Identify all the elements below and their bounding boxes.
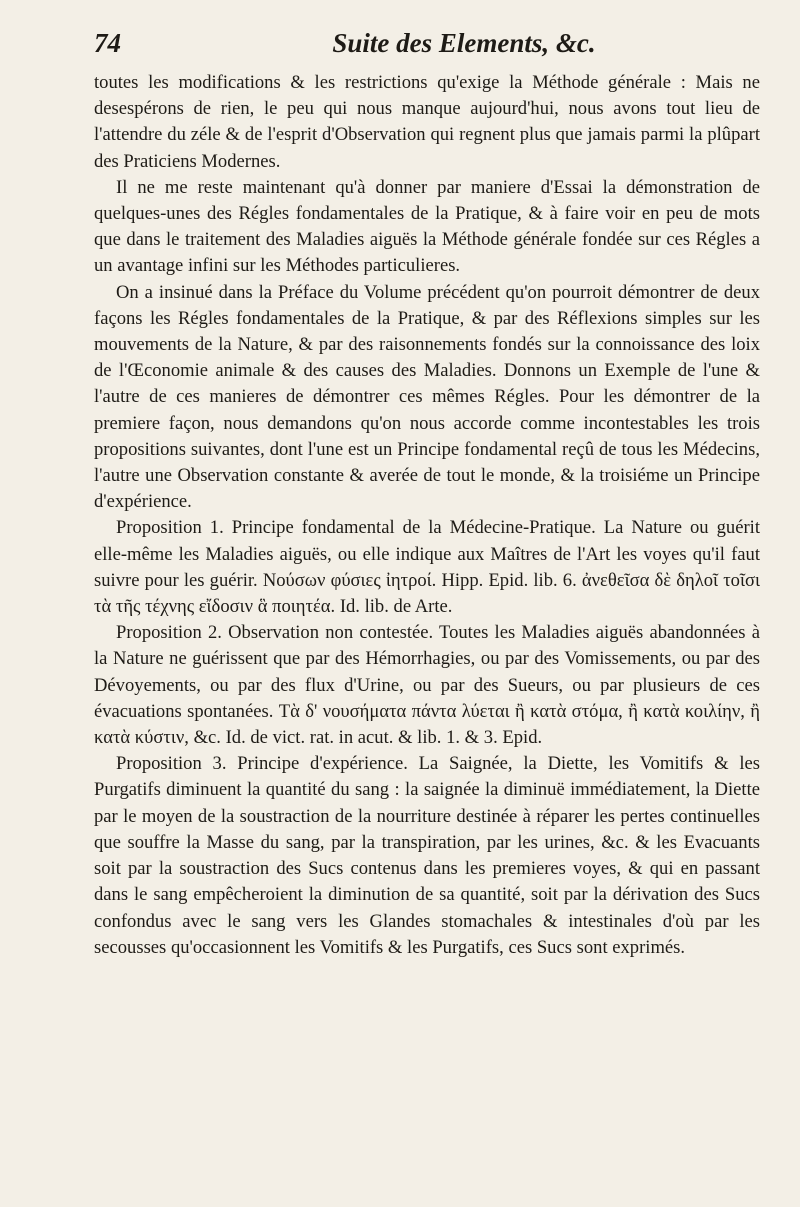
proposition-3: Proposition 3. Principe d'expérience. La Saignée, la Diette, les Vomitifs & les Purgatifs diminuent la quantité du sang : la saignée la diminuë immédiatement, la Diette par le moyen de la soustraction de la nourriture destinée à réparer les pertes continuelles que souffre la Masse du sang, par la transpiration, par les urines, &c. & les Evacuants soit par la soustraction des Sucs contenus dans les premieres voyes, & qui en passant dans le sang empêcheroient la diminution de sa quantité, soit par la dérivation des Sucs confondus avec le sang vers les Glandes stomachales & intestinales d'où par les secousses qu'occasionnent les Vomitifs & les Purgatifs, ces Sucs sont exprimés.: [94, 753, 760, 958]
running-title: Suite des Elements, &c.: [332, 28, 596, 58]
page-number: 74: [94, 28, 121, 58]
body-text: [94, 70, 760, 961]
paragraph: Il ne me reste maintenant qu'à donner par maniere d'Essai la démonstration de quelques-unes des Régles fondamentales de la Pratique, & à faire voir en peu de mots que dans le traitement des Maladies aiguës la Méthode générale fondée sur ces Régles a un avantage infini sur les Méthodes particulieres.: [94, 176, 760, 277]
proposition-2: Proposition 2. Observation non contestée. Toutes les Maladies aiguës abandonnées à la Nature ne guérissent que par des Hémorrhagies, ou par des Vomissements, ou par des Dévoyements, ou par des flux d'Urine, ou par des Sueurs, ou par plusieurs de ces évacuations spontanées. Τὰ δ' νουσήματα πάντα λύεται ἢ κατὰ στόμα, ἢ κατὰ κοιλίην, ἢ κατὰ κύστιν, &c. Id. de vict. rat. in acut. & lib. 1. & 3. Epid.: [94, 622, 760, 749]
paragraph: toutes les modifications & les restrictions qu'exige la Méthode générale : Mais ne desespérons de rien, le peu qui nous manque aujourd'hui, nous avons tout lieu de l'attendre du zéle & de l'esprit d'Observation qui regnent plus que jamais parmi la plûpart des Praticiens Modernes.: [94, 72, 760, 172]
paragraph: On a insinué dans la Préface du Volume précédent qu'on pourroit démontrer de deux façons les Régles fondamentales de la Pratique, & par des Réflexions simples sur les mouvements de la Nature, & par des raisonnements fondés sur la connoissance des loix de l'Œconomie animale & des causes des Maladies. Donnons un Exemple de l'une & l'autre de ces manieres de démontrer ces mêmes Régles. Pour les démontrer de la premiere façon, nous demandons qu'on nous accorde comme incontestables les trois propositions suivantes, dont l'une est un Principe fondamental reçû de tous les Médecins, l'autre une Observation constante & averée de tout le monde, & la troisiéme un Principe d'expérience.: [94, 281, 760, 513]
page-header: [94, 28, 760, 68]
proposition-1: Proposition 1. Principe fondamental de la Médecine-Pratique. La Nature ou guérit elle-même les Maladies aiguës, ou elle indique aux Maîtres de l'Art les voyes qu'il faut suivre pour les guérir. Νούσων φύσιες ἰητροί. Hipp. Epid. lib. 6. ἀνεθεῖσα δὲ δηλοῖ τοῖσι τὰ τῆς τέχνης εἴδοσιν ἃ ποιητέα. Id. lib. de Arte.: [94, 517, 760, 618]
